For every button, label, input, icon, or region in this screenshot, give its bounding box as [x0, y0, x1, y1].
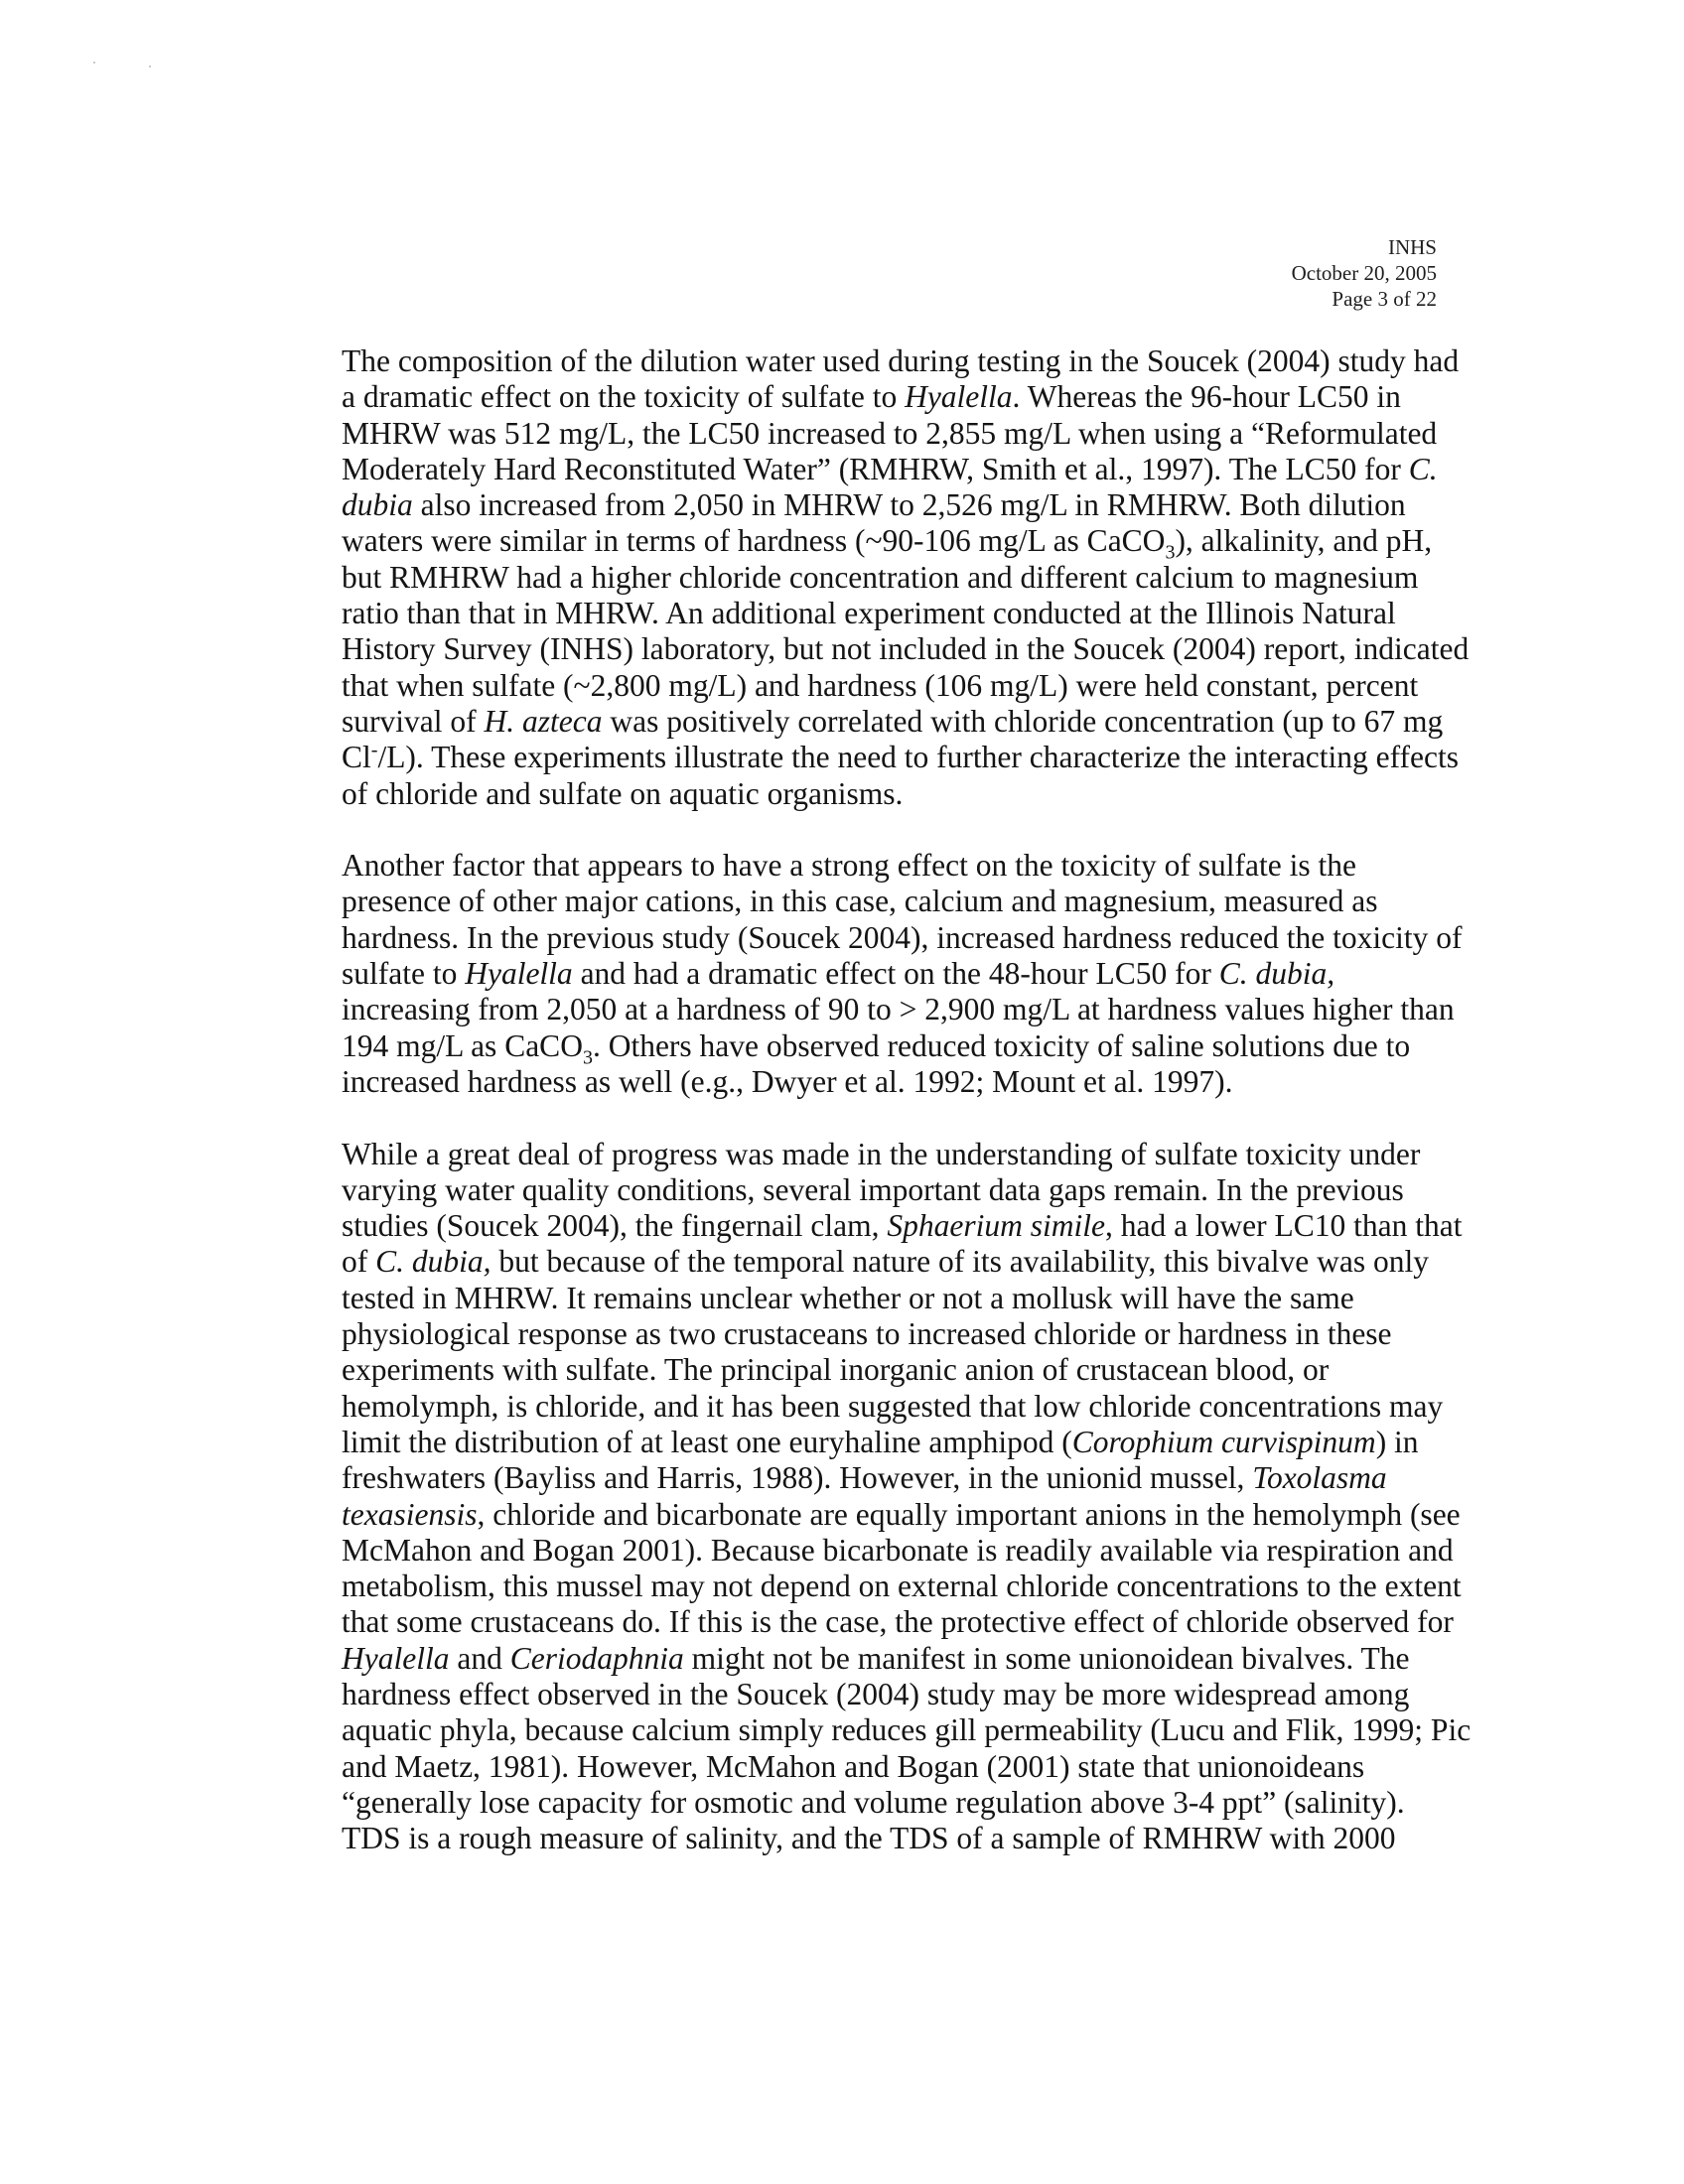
italic-text-run: Corophium curvispinum: [1071, 1424, 1376, 1459]
text-run: increasing from 2,050 at a hardness of 90 to > 2,900 mg/L at hardness values higher than: [342, 992, 1455, 1027]
text-run: varying water quality conditions, several important data gaps remain. In the previous: [342, 1171, 1404, 1207]
text-run: but because of the temporal nature of its availability, this bivalve was only: [491, 1244, 1429, 1280]
text-line: [342, 1208, 1463, 1244]
text-line: [342, 1496, 1461, 1533]
text-line: [342, 919, 1463, 956]
text-line: [342, 956, 1454, 992]
subscript: 3: [582, 1045, 593, 1068]
header-date: October 20, 2005: [1291, 261, 1437, 285]
italic-text-run: Hyalella: [342, 1640, 450, 1676]
scan-speck: [149, 66, 151, 68]
text-run: , had a lower LC10 than that: [1104, 1208, 1463, 1244]
text-line: [342, 1352, 1454, 1388]
text-run: might not be manifest in some unionoidean bivalves. The: [683, 1640, 1410, 1676]
text-line: [342, 1244, 1454, 1280]
text-run: While a great deal of progress was made in the understanding of sulfate toxicity under: [342, 1136, 1421, 1171]
text-run: “generally lose capacity for osmotic and volume regulation above 3-4 ppt” (salinity).: [342, 1784, 1405, 1820]
text-line: [342, 1533, 1454, 1569]
paragraph-gap: [342, 812, 1454, 848]
paragraph-gap: [342, 1100, 1454, 1136]
text-line: [342, 884, 1454, 919]
text-line: [342, 1027, 1454, 1068]
text-run: ) in: [1375, 1424, 1419, 1459]
text-line: [342, 1712, 1472, 1748]
italic-text-run: C. dubia,: [375, 1244, 491, 1280]
text-run: was positively correlated with chloride concentration (up to 67 mg: [602, 703, 1444, 739]
text-line: [342, 1137, 1454, 1172]
paragraph-1: [342, 343, 1470, 812]
text-run: The composition of the dilution water used during testing in the Soucek (2004) study had: [342, 343, 1460, 378]
text-run: a dramatic effect on the toxicity of sulfate to: [342, 379, 906, 415]
text-run: ratio than that in MHRW. An additional experiment conducted at the Illinois Natural: [342, 596, 1396, 631]
body-text: [342, 343, 1472, 1856]
text-run: physiological response as two crustaceans to increased chloride or hardness in these: [342, 1316, 1392, 1352]
text-run: ), alkalinity, and pH,: [1175, 523, 1433, 559]
paragraph-3: [342, 1136, 1472, 1857]
text-line: [342, 1785, 1454, 1821]
italic-text-run: Sphaerium simile: [887, 1208, 1105, 1244]
text-run: but RMHRW had a higher chloride concentration and different calcium to magnesium: [342, 559, 1419, 595]
text-line: [342, 452, 1454, 487]
italic-text-run: Ceriodaphnia: [509, 1640, 684, 1676]
text-run: also increased from 2,050 in MHRW to 2,526 mg/L in RMHRW. Both dilution: [412, 487, 1406, 523]
text-line: [342, 1677, 1454, 1712]
text-run: and Maetz, 1981). However, McMahon and Bogan (2001) state that unionoideans: [342, 1748, 1365, 1784]
text-run: , chloride and bicarbonate are equally important anions in the hemolymph (see: [477, 1496, 1461, 1532]
text-line: [342, 560, 1454, 596]
text-run: . Whereas the 96-hour LC50 in: [1012, 379, 1401, 415]
text-run: TDS is a rough measure of salinity, and the TDS of a sample of RMHRW with 2000: [342, 1821, 1396, 1856]
text-run: limit the distribution of at least one euryhaline amphipod (: [342, 1424, 1072, 1459]
text-run: hardness effect observed in the Soucek (2004) study may be more widespread among: [342, 1676, 1410, 1711]
text-run: increased hardness as well (e.g., Dwyer et al. 1992; Mount et al. 1997).: [342, 1063, 1233, 1099]
text-run: freshwaters (Bayliss and Harris, 1988). However, in the unionid mussel,: [342, 1460, 1253, 1496]
text-line: [342, 1821, 1454, 1856]
text-line: [342, 1460, 1454, 1496]
italic-text-run: H. azteca: [484, 703, 603, 739]
text-line: [342, 1281, 1454, 1316]
text-run: survival of: [342, 703, 485, 739]
italic-text-run: Hyalella: [465, 956, 573, 992]
header-page-number: Page 3 of 22: [1332, 287, 1437, 311]
header-org: INHS: [1387, 235, 1437, 259]
text-run: experiments with sulfate. The principal inorganic anion of crustacean blood, or: [342, 1352, 1330, 1388]
text-line: [342, 596, 1454, 631]
text-run: of chloride and sulfate on aquatic organisms.: [342, 775, 904, 811]
italic-text-run: C. dubia,: [1218, 956, 1335, 992]
superscript: -: [370, 739, 378, 761]
text-line: [342, 1425, 1454, 1460]
italic-text-run: dubia: [342, 487, 413, 523]
text-line: [342, 1064, 1454, 1100]
text-line: [342, 668, 1454, 704]
text-run: presence of other major cations, in this case, calcium and magnesium, measured as: [342, 884, 1378, 919]
text-run: that when sulfate (~2,800 mg/L) and hardness (106 mg/L) were held constant, percent: [342, 667, 1419, 703]
text-line: [342, 416, 1454, 452]
text-run: aquatic phyla, because calcium simply reduces gill permeability (Lucu and Flik, 1999; Pic: [342, 1712, 1472, 1748]
text-line: [342, 487, 1454, 523]
text-line: [342, 1641, 1454, 1677]
text-line: [342, 631, 1470, 667]
italic-text-run: Hyalella: [905, 379, 1013, 415]
text-line: [342, 704, 1454, 740]
text-run: Cl: [342, 740, 371, 775]
text-run: waters were similar in terms of hardness (~90-106 mg/L as CaCO: [342, 523, 1166, 559]
text-line: [342, 523, 1454, 564]
paragraph-2: [342, 848, 1463, 1100]
scan-speck: [93, 62, 95, 64]
text-run: tested in MHRW. It remains unclear whether or not a mollusk will have the same: [342, 1280, 1354, 1315]
subscript: 3: [1165, 541, 1176, 564]
text-run: Moderately Hard Reconstituted Water” (RMHRW, Smith et al., 1997). The LC50 for: [342, 451, 1409, 486]
text-run: /L). These experiments illustrate the need to further characterize the interacting effects: [377, 740, 1460, 775]
text-run: History Survey (INHS) laboratory, but not included in the Soucek (2004) report, indicated: [342, 631, 1470, 667]
text-run: metabolism, this mussel may not depend on external chloride concentrations to the extent: [342, 1569, 1462, 1604]
text-line: [342, 379, 1454, 415]
page-header: [1292, 234, 1437, 312]
text-line: [342, 1172, 1454, 1208]
text-run: Another factor that appears to have a strong effect on the toxicity of sulfate is the: [342, 848, 1356, 884]
text-run: and had a dramatic effect on the 48-hour LC50 for: [572, 956, 1219, 992]
text-run: McMahon and Bogan 2001). Because bicarbonate is readily available via respiration and: [342, 1532, 1454, 1568]
text-line: [342, 1389, 1454, 1425]
text-run: hemolymph, is chloride, and it has been suggested that low chloride concentrations may: [342, 1388, 1444, 1424]
italic-text-run: C.: [1408, 451, 1438, 486]
text-run: that some crustaceans do. If this is the case, the protective effect of chloride observed for: [342, 1604, 1454, 1640]
italic-text-run: texasiensis: [342, 1496, 478, 1532]
text-run: studies (Soucek 2004), the fingernail clam,: [342, 1208, 888, 1244]
text-run: MHRW was 512 mg/L, the LC50 increased to 2,855 mg/L when using a “Reformulated: [342, 415, 1438, 451]
text-run: sulfate to: [342, 956, 466, 992]
text-line: [342, 739, 1460, 775]
text-run: . Others have observed reduced toxicity of saline solutions due to: [592, 1027, 1411, 1063]
text-run: of: [342, 1244, 376, 1280]
text-run: hardness. In the previous study (Soucek 2004), increased hardness reduced the toxicity of: [342, 919, 1463, 955]
text-line: [342, 1749, 1454, 1785]
text-line: [342, 992, 1454, 1027]
text-line: [342, 343, 1460, 379]
italic-text-run: Toxolasma: [1252, 1460, 1387, 1496]
text-run: 194 mg/L as CaCO: [342, 1027, 583, 1063]
text-line: [342, 848, 1454, 884]
text-line: [342, 1316, 1454, 1352]
text-line: [342, 1569, 1462, 1604]
text-line: [342, 776, 1454, 812]
text-run: and: [449, 1640, 510, 1676]
text-line: [342, 1604, 1454, 1640]
